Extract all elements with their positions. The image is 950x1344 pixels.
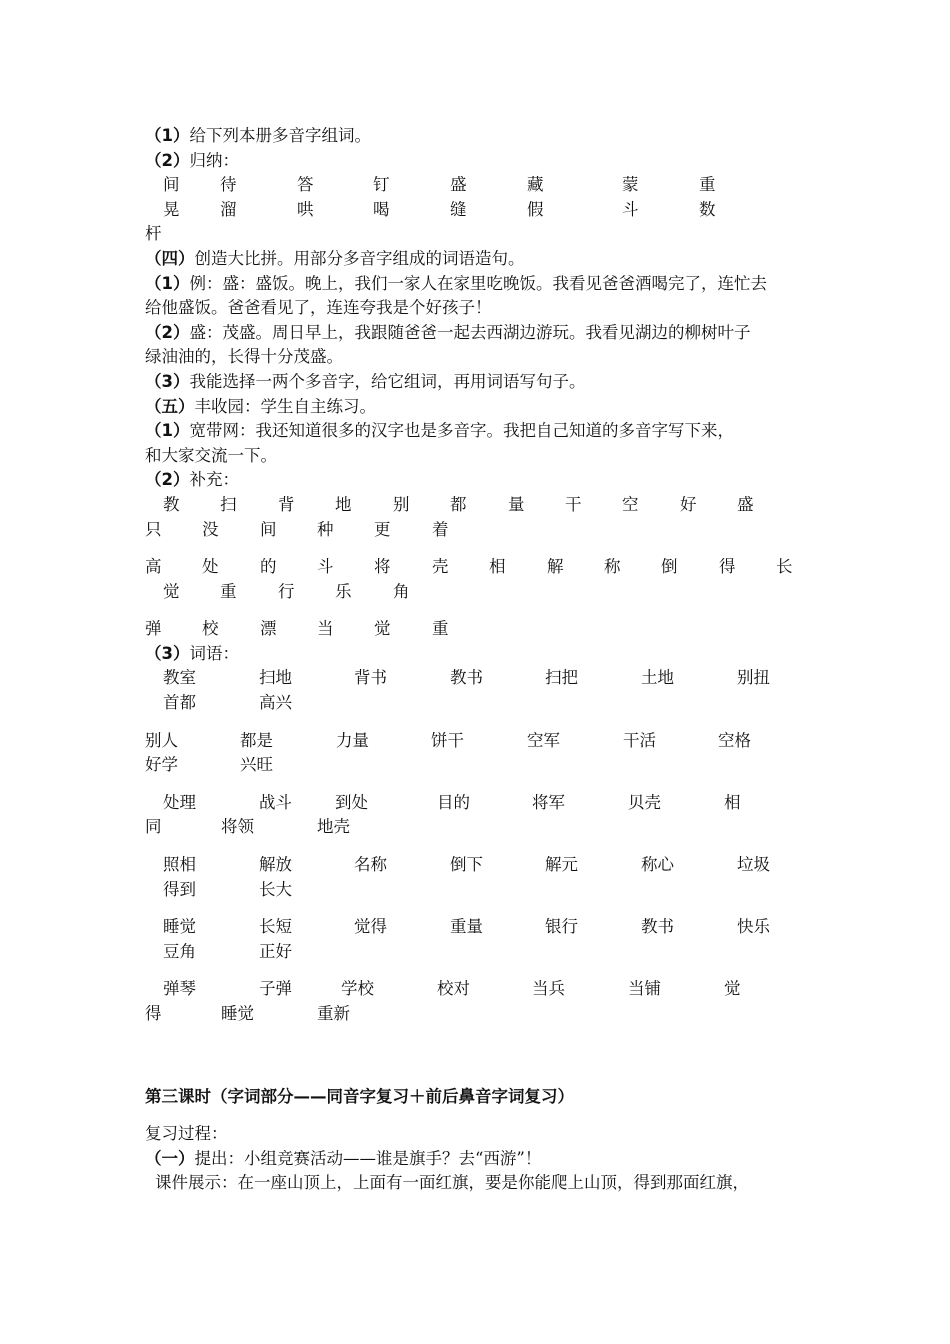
word-cell: 觉得 [354, 917, 387, 937]
polyphone-row-2 [145, 198, 815, 223]
char-cell: 行 [278, 581, 295, 601]
char-cell: 藏 [527, 175, 544, 195]
word-cell: 弹琴 [163, 979, 196, 999]
char-cell: 当 [317, 619, 334, 639]
char-cell: 别 [393, 494, 410, 514]
char-cell: 缝 [450, 199, 467, 219]
word-cell: 扫把 [545, 668, 578, 688]
char-cell: 好 [680, 494, 697, 514]
word-cell: 空军 [527, 730, 560, 750]
char-cell: 哄 [297, 199, 314, 219]
word-cell: 力量 [336, 730, 369, 750]
char-cell: 壳 [432, 557, 449, 577]
char-cell: 斗 [622, 199, 639, 219]
char-cell: 钉 [373, 175, 390, 195]
supplement-heading: （2）补充： [145, 470, 239, 490]
word-cell: 当铺 [628, 979, 661, 999]
words-row-6a [145, 977, 815, 1002]
example-1-cont: 给他盛饭。爸爸看见了，连连夸我是个好孩子！ [145, 298, 492, 318]
char-cell: 漂 [260, 619, 277, 639]
char-cell: 长 [776, 557, 793, 577]
supplement-row-a2 [145, 518, 815, 543]
char-cell: 重 [432, 619, 449, 639]
words-row-2b [145, 753, 815, 778]
document-page [145, 124, 815, 1196]
word-cell: 解元 [545, 855, 578, 875]
char-cell: 称 [604, 557, 621, 577]
char-cell: 斗 [317, 557, 334, 577]
word-cell: 得到 [163, 879, 196, 899]
word-cell: 别人 [145, 730, 178, 750]
words-row-1b [145, 691, 815, 716]
char-cell: 没 [202, 519, 219, 539]
step-1-line: （一）提出：小组竞赛活动——谁是旗手？去“西游”！ [145, 1148, 542, 1168]
review-process-label: 复习过程： [145, 1124, 228, 1144]
polyphone-row-3 [145, 222, 815, 247]
words-row-3b [145, 815, 815, 840]
supplement-row-b2 [145, 580, 815, 605]
char-cell: 着 [432, 519, 449, 539]
words-row-1a [145, 666, 815, 691]
char-cell: 盛 [450, 175, 467, 195]
supplement-row-b1 [145, 555, 815, 580]
word-cell: 觉 [724, 979, 741, 999]
word-cell: 干活 [623, 730, 656, 750]
word-cell: 称心 [641, 855, 674, 875]
supplement-row-a1 [145, 493, 815, 518]
word-cell: 长大 [259, 879, 292, 899]
words-row-5b [145, 940, 815, 965]
char-cell: 晃 [163, 199, 180, 219]
word-cell: 睡觉 [163, 917, 196, 937]
char-cell: 溜 [220, 199, 237, 219]
word-cell: 同 [145, 817, 162, 837]
char-cell: 重 [220, 581, 237, 601]
supplement-row-c1 [145, 617, 815, 642]
char-cell: 量 [508, 494, 525, 514]
words-row-4b [145, 878, 815, 903]
char-cell: 觉 [163, 581, 180, 601]
char-cell: 乐 [335, 581, 352, 601]
word-cell: 空格 [718, 730, 751, 750]
char-cell: 盛 [737, 494, 754, 514]
char-cell: 将 [374, 557, 391, 577]
char-cell: 解 [547, 557, 564, 577]
words-heading: （3）词语： [145, 643, 239, 663]
broadband-line-cont: 和大家交流一下。 [145, 445, 277, 465]
word-cell: 战斗 [259, 792, 292, 812]
char-cell: 喝 [373, 199, 390, 219]
section-4-heading: （四）创造大比拼。用部分多音字组成的词语造句。 [145, 248, 525, 268]
word-cell: 土地 [641, 668, 674, 688]
char-cell: 觉 [374, 619, 391, 639]
word-cell: 银行 [545, 917, 578, 937]
courseware-line: 课件展示：在一座山顶上，上面有一面红旗，要是你能爬上山顶，得到那面红旗， [155, 1173, 749, 1193]
example-2: （2）盛：茂盛。周日早上，我跟随爸爸一起去西湖边游玩。我看见湖边的柳树叶子 [145, 322, 751, 342]
word-cell: 解放 [259, 855, 292, 875]
word-cell: 子弹 [259, 979, 292, 999]
char-cell: 地 [335, 494, 352, 514]
char-cell: 相 [489, 557, 506, 577]
char-cell: 只 [145, 519, 162, 539]
word-cell: 长短 [259, 917, 292, 937]
char-cell: 空 [622, 494, 639, 514]
words-row-6b [145, 1002, 815, 1027]
word-cell: 都是 [240, 730, 273, 750]
char-cell: 间 [163, 175, 180, 195]
word-cell: 照相 [163, 855, 196, 875]
char-cell: 待 [220, 175, 237, 195]
example-2-cont: 绿油油的，长得十分茂盛。 [145, 347, 343, 367]
word-cell: 地壳 [317, 817, 350, 837]
instruction-line-1: （1）给下列本册多音字组词。 [145, 126, 371, 145]
words-row-3a [145, 791, 815, 816]
char-cell: 弹 [145, 619, 162, 639]
char-cell: 杆 [145, 224, 162, 244]
word-cell: 处理 [163, 792, 196, 812]
lesson-3-heading: 第三课时（字词部分——同音字复习＋前后鼻音字词复习） [145, 1086, 574, 1106]
word-cell: 高兴 [259, 693, 292, 713]
char-cell: 角 [393, 581, 410, 601]
polyphone-row-1 [145, 173, 815, 198]
section-5-heading: （五）丰收园：学生自主练习。 [145, 396, 376, 416]
word-cell: 别扭 [737, 668, 770, 688]
word-cell: 将领 [221, 817, 254, 837]
char-cell: 答 [297, 175, 314, 195]
word-cell: 睡觉 [221, 1004, 254, 1023]
word-cell: 到处 [335, 792, 368, 812]
word-cell: 教书 [641, 917, 674, 937]
word-cell: 背书 [354, 668, 387, 688]
word-cell: 教书 [450, 668, 483, 688]
char-cell: 教 [163, 494, 180, 514]
word-cell: 快乐 [737, 917, 770, 937]
word-cell: 正好 [259, 941, 292, 961]
char-cell: 重 [699, 175, 716, 195]
char-cell: 数 [699, 199, 716, 219]
word-cell: 饼干 [431, 730, 464, 750]
word-cell: 目的 [437, 792, 470, 812]
instruction-line-2: （2）归纳： [145, 150, 239, 170]
word-cell: 学校 [341, 979, 374, 999]
char-cell: 假 [527, 199, 544, 219]
char-cell: 种 [317, 519, 334, 539]
word-cell: 扫地 [259, 668, 292, 688]
broadband-line: （1）宽带网：我还知道很多的汉字也是多音字。我把自己知道的多音字写下来， [145, 421, 734, 441]
char-cell: 倒 [661, 557, 678, 577]
words-row-2a [145, 729, 815, 754]
word-cell: 名称 [354, 855, 387, 875]
word-cell: 兴旺 [240, 755, 273, 775]
char-cell: 更 [374, 519, 391, 539]
char-cell: 间 [260, 519, 277, 539]
char-cell: 扫 [220, 494, 237, 514]
example-1: （1）例：盛：盛饭。晚上，我们一家人在家里吃晚饭。我看见爸爸酒喝完了，连忙去 [145, 273, 767, 293]
word-cell: 首都 [163, 693, 196, 713]
word-cell: 重新 [317, 1004, 350, 1023]
char-cell: 的 [260, 557, 277, 577]
char-cell: 蒙 [622, 175, 639, 195]
word-cell: 将军 [532, 792, 565, 812]
char-cell: 高 [145, 557, 162, 577]
char-cell: 背 [278, 494, 295, 514]
example-3: （3）我能选择一两个多音字，给它组词，再用词语写句子。 [145, 371, 586, 391]
char-cell: 干 [565, 494, 582, 514]
words-row-4a [145, 853, 815, 878]
word-cell: 教室 [163, 668, 196, 688]
word-cell: 倒下 [450, 855, 483, 875]
word-cell: 得 [145, 1004, 162, 1023]
word-cell: 贝壳 [628, 792, 661, 812]
words-row-5a [145, 915, 815, 940]
word-cell: 相 [724, 792, 741, 812]
word-cell: 垃圾 [737, 855, 770, 875]
word-cell: 好学 [145, 755, 178, 775]
word-cell: 当兵 [532, 979, 565, 999]
char-cell: 得 [719, 557, 736, 577]
word-cell: 豆角 [163, 941, 196, 961]
char-cell: 校 [202, 619, 219, 639]
word-cell: 校对 [437, 979, 470, 999]
char-cell: 都 [450, 494, 467, 514]
word-cell: 重量 [450, 917, 483, 937]
char-cell: 处 [202, 557, 219, 577]
